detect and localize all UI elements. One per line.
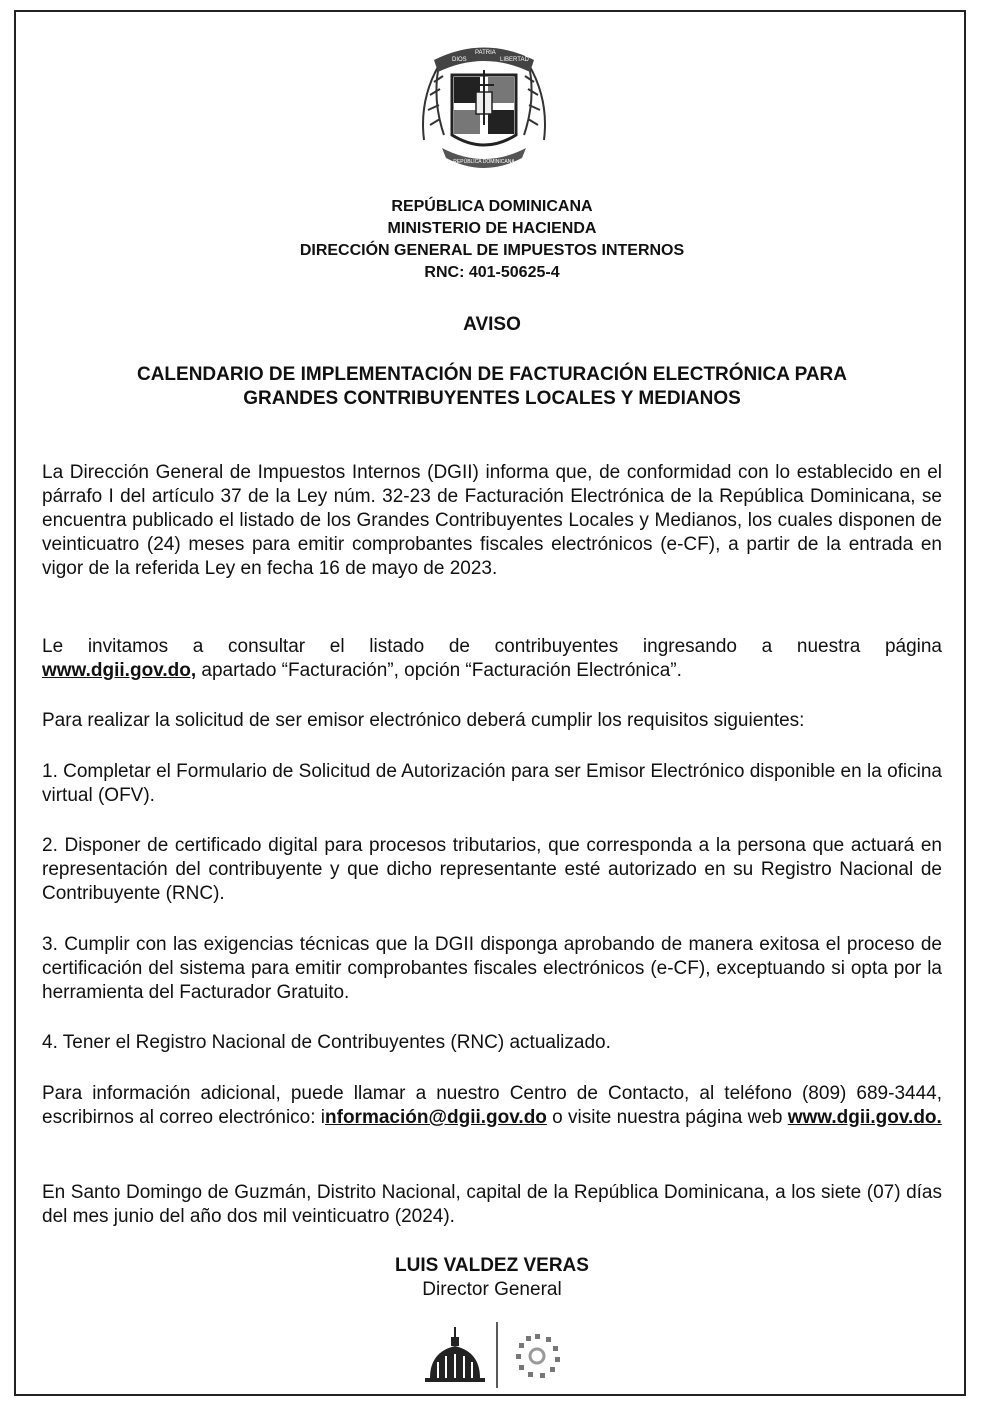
notice-title-line-2: GRANDES CONTRIBUYENTES LOCALES Y MEDIANOS	[243, 388, 741, 409]
coat-of-arms-emblem	[414, 30, 554, 180]
motto-word-3: LIBERTAD	[500, 57, 529, 63]
signatory-name: LUIS VALDEZ VERAS	[395, 1255, 589, 1276]
paragraph-consult	[42, 635, 942, 683]
government-dome-logo	[425, 1327, 485, 1382]
paragraph-contact	[42, 1082, 942, 1130]
requirements-intro-text: Para realizar la solicitud de ser emisor electrónico deberá cumplir los requisitos siguientes:	[42, 710, 805, 731]
contact-email-link[interactable]: nformación@dgii.gov.do	[325, 1107, 547, 1128]
motto-word-2: PATRIA	[475, 50, 496, 56]
contact-text-a: Para información adicional, puede llamar a nuestro Centro de Contacto, al teléfono (809) 689-3444, escribirnos al correo electrónico: i	[42, 1083, 942, 1128]
closing-text: En Santo Domingo de Guzmán, Distrito Nacional, capital de la República Dominicana, a los siete (07) días del mes junio del año dos mil veinticuatro (2024).	[42, 1182, 942, 1227]
requirement-item-3-text: 3. Cumplir con las exigencias técnicas que la DGII disponga aprobando de manera exitosa el proceso de certificación del sistema para emitir comprobantes fiscales electrónicos (e-CF), exceptuando si opta por la herramienta del Facturador Gratuito.	[42, 934, 942, 1003]
header-country: REPÚBLICA DOMINICANA	[391, 198, 593, 215]
dgii-logo	[516, 1334, 560, 1378]
header-rnc: RNC: 401-50625-4	[424, 264, 560, 281]
paragraph-requirements-intro	[42, 709, 942, 733]
signatory-title: Director General	[422, 1279, 562, 1300]
requirement-item-4-text: 4. Tener el Registro Nacional de Contribuyentes (RNC) actualizado.	[42, 1032, 611, 1053]
paragraph-intro	[42, 461, 942, 581]
requirement-item-3	[42, 933, 942, 1005]
coat-banner-text: REPÚBLICA DOMINICANA	[453, 159, 515, 165]
notice-title-line-1: CALENDARIO DE IMPLEMENTACIÓN DE FACTURACIÓN ELECTRÓNICA PARA	[136, 364, 848, 385]
notice-title	[0, 363, 984, 411]
notice-type: AVISO	[463, 314, 521, 335]
requirement-item-1	[42, 760, 942, 808]
paragraph-consult-line-1: Le invitamos a consultar el listado de contribuyentes ingresando a nuestra página	[42, 636, 942, 657]
paragraph-consult-line-2: apartado “Facturación”, opción “Facturación Electrónica”.	[196, 660, 682, 681]
dgii-website-link[interactable]: www.dgii.gov.do,	[42, 660, 197, 681]
requirement-item-4	[42, 1031, 942, 1055]
header-agency: DIRECCIÓN GENERAL DE IMPUESTOS INTERNOS	[299, 242, 685, 259]
requirement-item-1-text: 1. Completar el Formulario de Solicitud de Autorización para ser Emisor Electrónico disponible en la oficina virtual (OFV).	[42, 761, 942, 806]
contact-text-b: o visite nuestra página web	[546, 1107, 788, 1128]
paragraph-closing	[42, 1181, 942, 1229]
paragraph-intro-text: La Dirección General de Impuestos Internos (DGII) informa que, de conformidad con lo establecido en el párrafo I del artículo 37 de la Ley núm. 32-23 de Facturación Electrónica de la República Dominicana, se encuentra publicado el listado de los Grandes Contribuyentes Locales y Medianos, los cuales disponen de veinticuatro (24) meses para emitir comprobantes fiscales electrónicos (e-CF), a partir de la entrada en vigor de la referida Ley en fecha 16 de mayo de 2023.	[42, 462, 942, 579]
requirement-item-2-text: 2. Disponer de certificado digital para procesos tributarios, que corresponda a la persona que actuará en representación del contribuyente y que dicho representante esté autorizado en su Registro Nacional de Contribuyente (RNC).	[42, 835, 942, 904]
header-ministry: MINISTERIO DE HACIENDA	[387, 220, 597, 237]
contact-website-link[interactable]: www.dgii.gov.do.	[787, 1107, 942, 1128]
footer-logos	[420, 1322, 570, 1388]
motto-word-1: DIOS	[452, 57, 467, 63]
requirement-item-2	[42, 834, 942, 906]
